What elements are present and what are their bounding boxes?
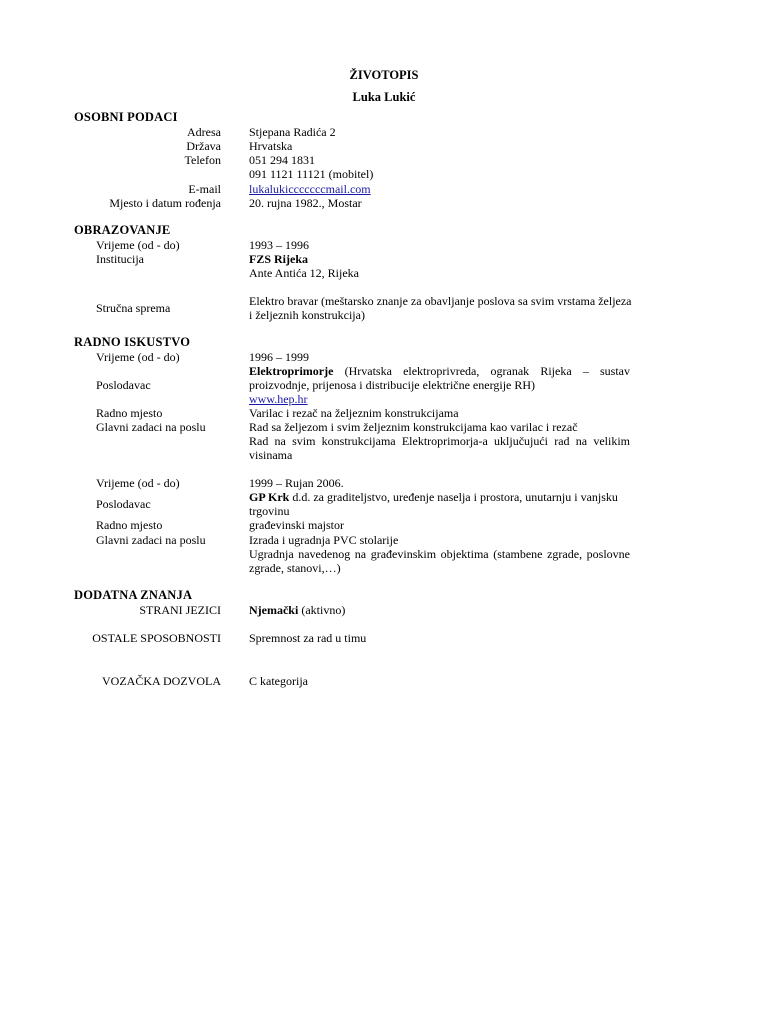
document-title: ŽIVOTOPIS bbox=[349, 68, 419, 82]
phone-label: Telefon bbox=[184, 153, 221, 167]
job1-position-label: Radno mjesto bbox=[96, 406, 163, 420]
job2-task-1: Izrada i ugradnja PVC stolarije bbox=[249, 533, 399, 547]
degree-value: Elektro bravar (meštarsko znanje za obavljanje poslova sa svim vrstama željeza i željeznih konstrukcija) bbox=[249, 294, 632, 322]
job1-employer-url[interactable]: www.hep.hr bbox=[249, 392, 308, 406]
job2-time-value: 1999 – Rujan 2006. bbox=[249, 476, 344, 490]
job1-task-2: Rad na svim konstrukcijama Elektroprimorja-a uključujući rad na velikim visinama bbox=[249, 434, 630, 462]
person-name: Luka Lukić bbox=[352, 90, 416, 104]
institution-name: FZS Rijeka bbox=[249, 252, 309, 266]
job2-employer-name: GP Krk bbox=[249, 490, 290, 504]
job1-time-label: Vrijeme (od - do) bbox=[96, 350, 180, 364]
job1-task-1: Rad sa željezom i svim željeznim konstrukcijama kao varilac i rezač bbox=[249, 420, 578, 434]
birth-value: 20. rujna 1982., Mostar bbox=[249, 196, 362, 210]
job2-task-2: Ugradnja navedenog na građevinskim objektima (stambene zgrade, poslovne zgrade, stanovi,…) bbox=[249, 547, 630, 575]
section-heading-education: OBRAZOVANJE bbox=[74, 223, 171, 237]
license-value: C kategorija bbox=[249, 674, 308, 688]
section-heading-personal: OSOBNI PODACI bbox=[74, 110, 178, 124]
job1-employer-label: Poslodavac bbox=[96, 378, 151, 392]
address-value: Stjepana Radića 2 bbox=[249, 125, 336, 139]
language-name: Njemački bbox=[249, 603, 299, 617]
degree-label: Stručna sprema bbox=[96, 301, 171, 315]
education-time-value: 1993 – 1996 bbox=[249, 238, 309, 252]
education-time-label: Vrijeme (od - do) bbox=[96, 238, 180, 252]
job1-employer-desc: (Hrvatska elektroprivreda, ogranak Rijeka – sustav proizvodnje, prijenosa i distribucije električne energije RH) bbox=[249, 364, 630, 392]
institution-address: Ante Antića 12, Rijeka bbox=[249, 266, 359, 280]
phone-value: 051 294 1831 bbox=[249, 153, 315, 167]
license-label: VOZAČKA DOZVOLA bbox=[102, 674, 221, 688]
job2-position-label: Radno mjesto bbox=[96, 518, 163, 532]
email-link[interactable]: lukalukicccccccmail.com bbox=[249, 182, 371, 196]
mobile-value: 091 1121 11121 (mobitel) bbox=[249, 167, 374, 181]
birth-label: Mjesto i datum rođenja bbox=[109, 196, 221, 210]
address-label: Adresa bbox=[187, 125, 221, 139]
section-heading-experience: RADNO ISKUSTVO bbox=[74, 335, 191, 349]
country-value: Hrvatska bbox=[249, 139, 293, 153]
job2-time-label: Vrijeme (od - do) bbox=[96, 476, 180, 490]
institution-label: Institucija bbox=[96, 252, 144, 266]
job1-employer bbox=[249, 364, 630, 392]
job1-employer-name: Elektroprimorje bbox=[249, 364, 334, 378]
job2-position-value: građevinski majstor bbox=[249, 518, 344, 532]
job2-employer bbox=[249, 490, 629, 518]
languages-label: STRANI JEZICI bbox=[139, 603, 221, 617]
other-skills-label: OSTALE SPOSOBNOSTI bbox=[92, 631, 221, 645]
country-label: Država bbox=[186, 139, 221, 153]
job1-position-value: Varilac i rezač na željeznim konstrukcijama bbox=[249, 406, 459, 420]
languages-value bbox=[249, 603, 345, 617]
job1-time-value: 1996 – 1999 bbox=[249, 350, 309, 364]
job2-tasks-label: Glavni zadaci na poslu bbox=[96, 533, 206, 547]
email-label: E-mail bbox=[188, 182, 221, 196]
job2-employer-label: Poslodavac bbox=[96, 497, 151, 511]
language-level: (aktivno) bbox=[298, 603, 346, 617]
section-heading-skills: DODATNA ZNANJA bbox=[74, 588, 193, 602]
other-skills-value: Spremnost za rad u timu bbox=[249, 631, 367, 645]
job2-employer-desc: d.d. za graditeljstvo, uređenje naselja i prostora, unutarnju i vanjsku trgovinu bbox=[249, 490, 618, 518]
job1-tasks-label: Glavni zadaci na poslu bbox=[96, 420, 206, 434]
